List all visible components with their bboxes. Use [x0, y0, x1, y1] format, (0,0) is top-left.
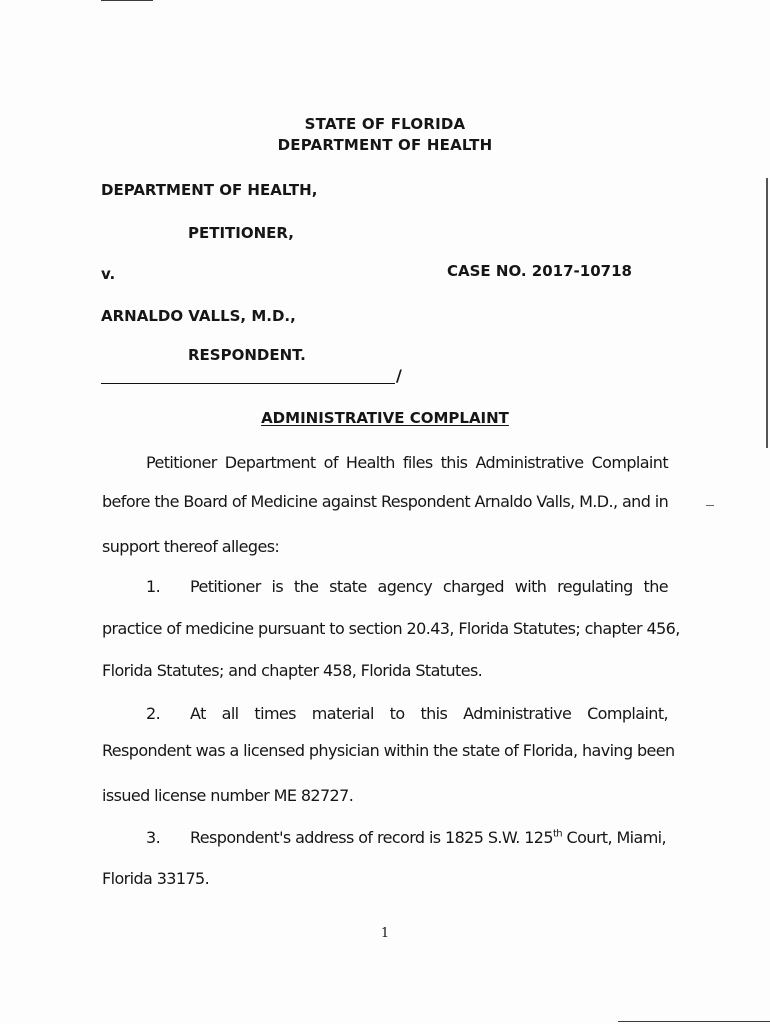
petitioner-name: DEPARTMENT OF HEALTH, — [101, 181, 318, 199]
paragraph-3-line-1-end: Court, Miami, — [562, 828, 667, 847]
intro-line-2: before the Board of Medicine against Respondent Arnaldo Valls, M.D., and in — [102, 492, 669, 511]
header-department: DEPARTMENT OF HEALTH — [277, 136, 493, 154]
scan-artifact-top-line — [101, 0, 153, 1]
paragraph-2-line-1: At all times material to this Administrative Complaint, — [190, 704, 668, 723]
document-title: ADMINISTRATIVE COMPLAINT — [261, 409, 509, 427]
paragraph-number-1: 1. — [146, 577, 161, 596]
page-number: 1 — [380, 926, 390, 941]
paragraph-number-2: 2. — [146, 704, 161, 723]
caption-rule — [101, 383, 395, 384]
petitioner-role: PETITIONER, — [188, 224, 294, 242]
intro-line-3: support thereof alleges: — [102, 537, 280, 556]
case-number: CASE NO. 2017-10718 — [447, 262, 632, 280]
paragraph-1-line-3: Florida Statutes; and chapter 458, Florida Statutes. — [102, 661, 483, 680]
paragraph-2-line-2: Respondent was a licensed physician within the state of Florida, having been — [102, 741, 675, 760]
header-state: STATE OF FLORIDA — [304, 115, 466, 133]
paragraph-1-line-1: Petitioner is the state agency charged with regulating the — [190, 577, 668, 596]
scan-artifact-bottom-line — [618, 1021, 770, 1022]
ordinal-suffix: th — [552, 828, 563, 840]
scan-artifact-right-edge — [766, 178, 768, 448]
scan-artifact-margin-mark — [706, 505, 714, 506]
paragraph-number-3: 3. — [146, 828, 161, 847]
paragraph-3-line-2: Florida 33175. — [102, 869, 210, 888]
paragraph-1-line-2: practice of medicine pursuant to section 20.43, Florida Statutes; chapter 456, — [102, 619, 680, 638]
intro-line-1: Petitioner Department of Health files this Administrative Complaint — [146, 453, 668, 472]
paragraph-3-line-1-text: Respondent's address of record is 1825 S.W. 125 — [190, 828, 553, 847]
versus-label: v. — [101, 265, 116, 283]
caption-slash: / — [396, 366, 402, 385]
respondent-role: RESPONDENT. — [188, 346, 306, 364]
paragraph-2-line-3: issued license number ME 82727. — [102, 786, 354, 805]
respondent-name: ARNALDO VALLS, M.D., — [101, 307, 296, 325]
paragraph-3-line-1 — [190, 828, 668, 847]
